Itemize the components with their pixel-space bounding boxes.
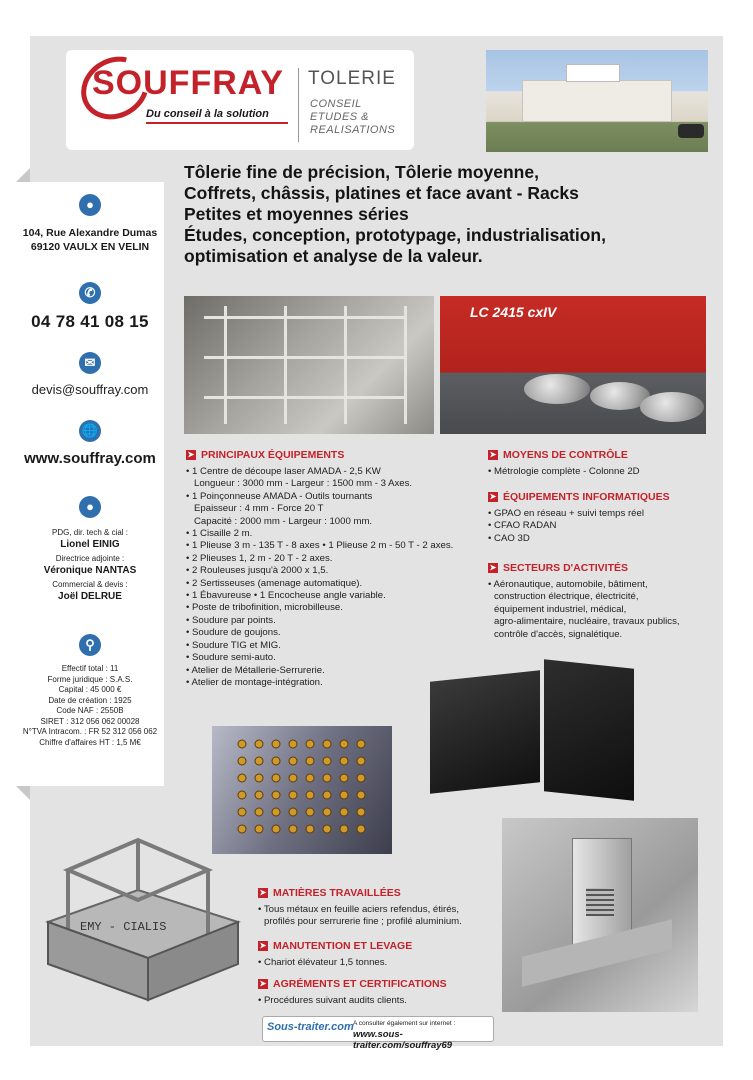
connector-pin: [255, 740, 263, 748]
section-matieres: [258, 887, 462, 929]
fact-line: Effectif total : 11: [61, 664, 119, 673]
list-item: • 2 Plieuses 1, 2 m - 20 T - 2 axes.: [186, 552, 333, 564]
arrow-icon: ➤: [259, 941, 267, 950]
metal-disc: [524, 374, 590, 404]
connector-pin: [323, 740, 331, 748]
logo-tagline: Du conseil à la solution: [146, 108, 269, 120]
section-title-text: MATIÈRES TRAVAILLÉES: [273, 887, 401, 899]
list-item: • 2 Sertisseuses (amenage automatique).: [186, 577, 363, 589]
footer-url[interactable]: www.sous-traiter.com/souffray69: [353, 1029, 453, 1051]
logo-divider: [298, 68, 299, 142]
metal-frame-photo: [38, 830, 248, 1014]
list-item: • GPAO en réseau + suivi temps réel: [488, 508, 644, 519]
list-item: construction électrique, électricité,: [494, 591, 639, 603]
section-title: [258, 978, 447, 990]
section-agrements: [258, 978, 447, 1007]
press-machine-photo: [440, 296, 706, 434]
metal-disc: [640, 392, 704, 422]
frame-engraving: EMY - CIALIS: [80, 920, 167, 934]
headline-line: Petites et moyennes séries: [184, 204, 409, 224]
email-block: [16, 352, 164, 374]
section-title-text: AGRÉMENTS ET CERTIFICATIONS: [273, 978, 447, 990]
connector-pin: [357, 757, 365, 765]
section-title-text: SECTEURS D'ACTIVITÉS: [503, 562, 629, 574]
section-title-text: MANUTENTION ET LEVAGE: [273, 940, 413, 952]
section-title: [488, 562, 680, 574]
connector-pin: [357, 825, 365, 833]
fact-line: Forme juridique : S.A.S.: [47, 674, 133, 684]
list-item: profilés pour serrurerie fine ; profilé aluminium.: [264, 916, 462, 928]
phone-number[interactable]: 04 78 41 08 15: [31, 312, 149, 331]
arrow-icon: ➤: [489, 492, 497, 501]
list-item: • 1 Poinçonneuse AMADA - Outils tournants: [186, 490, 373, 502]
connector-pin: [289, 808, 297, 816]
machine-label: LC 2415 cxIV: [470, 304, 557, 320]
section-informatique: [488, 491, 670, 545]
connector-pin: [289, 825, 297, 833]
fact-line: N°TVA Intracom. : FR 52 312 056 062: [22, 727, 158, 736]
website-link[interactable]: www.souffray.com: [24, 450, 156, 467]
logo-service-line: REALISATIONS: [310, 124, 396, 136]
connector-pin: [272, 757, 280, 765]
arrow-icon: ➤: [489, 450, 497, 459]
connector-pin: [255, 808, 263, 816]
section-secteurs: [488, 562, 680, 641]
connector-pin: [255, 791, 263, 799]
manutention-list: [258, 957, 412, 969]
connector-pin: [340, 791, 348, 799]
connector-pin: [255, 757, 263, 765]
staff-name: Véronique NANTAS: [43, 565, 137, 576]
fact-line: Date de création : 1925: [48, 695, 132, 705]
list-item: • Métrologie complète - Colonne 2D: [488, 466, 640, 477]
headline: [184, 162, 714, 267]
staff-role: Directrice adjointe :: [55, 554, 125, 563]
list-item: • Atelier de montage-intégration.: [186, 676, 323, 688]
connector-pin: [238, 757, 246, 765]
list-item: • 1 Plieuse 3 m - 135 T - 8 axes • 1 Plieuse 2 m - 50 T - 2 axes.: [186, 540, 454, 552]
list-item: équipement industriel, médical,: [494, 603, 627, 615]
building-facade: [522, 80, 672, 122]
secteurs-list: [488, 579, 680, 641]
list-item: • Soudure par points.: [186, 614, 276, 626]
connector-pin: [357, 791, 365, 799]
logo-division: TOLERIE: [308, 68, 396, 89]
search-icon: ⚲: [79, 634, 101, 656]
sidebar-fold-top: [16, 168, 30, 182]
connector-pin: [323, 774, 331, 782]
section-title: [488, 491, 670, 503]
headline-line: Études, conception, prototypage, industrialisation,: [184, 225, 606, 245]
connector-pin: [306, 808, 314, 816]
list-item: • 1 Cisaille 2 m.: [186, 528, 253, 540]
connector-pin: [306, 791, 314, 799]
section-title: [258, 940, 412, 952]
section-title-text: ÉQUIPEMENTS INFORMATIQUES: [503, 491, 670, 503]
footer-note: A consulter également sur internet :: [353, 1020, 456, 1027]
connector-pin: [272, 774, 280, 782]
list-item: • Atelier de Métallerie-Serrurerie.: [186, 664, 325, 676]
arrow-icon: ➤: [489, 563, 497, 572]
building-photo: [486, 50, 708, 152]
section-title: [186, 449, 453, 461]
logo-wordmark: SOUFFRAY: [92, 64, 284, 102]
connector-pin: [340, 740, 348, 748]
building-sign: [566, 64, 620, 82]
connector-pin: [238, 740, 246, 748]
list-item: Epaisseur : 4 mm - Force 20 T: [194, 503, 324, 515]
connector-pin: [272, 825, 280, 833]
list-item: • Poste de tribofinition, microbilleuse.: [186, 602, 343, 614]
address-block: [16, 194, 164, 216]
connector-pin: [289, 774, 297, 782]
headline-line: Coffrets, châssis, platines et face avant - Racks: [184, 183, 579, 203]
staff-list: [16, 528, 164, 603]
connector-pin: [340, 774, 348, 782]
company-facts: [16, 664, 164, 748]
logo-services: [310, 98, 395, 137]
connector-pin: [306, 757, 314, 765]
section-manutention: [258, 940, 412, 969]
workshop-racks-photo: [184, 296, 434, 434]
list-item: agro-alimentaire, nucléaire, travaux publics,: [494, 616, 680, 628]
list-item: • 1 Ébavureuse • 1 Encocheuse angle variable.: [186, 590, 386, 602]
list-item: Capacité : 2000 mm - Largeur : 1000 mm.: [194, 515, 373, 527]
connector-pin: [323, 825, 331, 833]
section-title-text: MOYENS DE CONTRÔLE: [503, 449, 628, 461]
section-title-text: PRINCIPAUX ÉQUIPEMENTS: [201, 449, 345, 461]
equipment-list: [186, 466, 453, 689]
connector-pin: [238, 774, 246, 782]
facts-block: [16, 634, 164, 656]
connector-pin: [289, 791, 297, 799]
fact-line: Code NAF : 2550B: [56, 706, 124, 715]
list-item: • Aéronautique, automobile, bâtiment,: [488, 579, 648, 590]
connector-pin: [340, 825, 348, 833]
list-item: • Soudure semi-auto.: [186, 652, 276, 664]
informatique-list: [488, 508, 670, 545]
steel-box-photo: [502, 818, 698, 1012]
connector-pin: [323, 791, 331, 799]
headline-line: Tôlerie fine de précision, Tôlerie moyenne,: [184, 162, 539, 182]
connector-pin: [289, 740, 297, 748]
phone-block: [16, 282, 164, 304]
open-enclosure-photo: [544, 659, 634, 800]
arrow-icon: ➤: [259, 979, 267, 988]
globe-icon: 🌐: [79, 420, 101, 442]
list-item: • CFAO RADAN: [488, 520, 557, 532]
controle-list: [488, 466, 640, 478]
list-item: • CAO 3D: [488, 532, 530, 544]
fact-line: SIRET : 312 056 062 00028: [40, 716, 140, 726]
connector-pin: [340, 757, 348, 765]
connector-pin: [357, 740, 365, 748]
email-link[interactable]: devis@souffray.com: [31, 382, 149, 397]
section-title: [488, 449, 640, 461]
section-equipements: [186, 449, 453, 689]
sous-traiter-banner[interactable]: [262, 1016, 494, 1051]
connector-pin: [272, 808, 280, 816]
fact-line: Chiffre d'affaires HT : 1,5 M€: [39, 737, 141, 747]
staff-role: PDG, dir. tech & cial :: [51, 528, 129, 537]
arrow-icon: ➤: [259, 888, 267, 897]
team-icon: ●: [79, 496, 101, 518]
connector-pin: [323, 808, 331, 816]
logo-underline: [146, 122, 288, 124]
connector-pin: [306, 740, 314, 748]
list-item: • Chariot élévateur 1,5 tonnes.: [258, 957, 388, 968]
matieres-list: [258, 904, 462, 929]
logo-service-line: CONSEIL: [310, 98, 362, 110]
list-item: • Procédures suivant audits clients.: [258, 995, 407, 1006]
list-item: • Tous métaux en feuille aciers refendus, étirés,: [258, 904, 460, 915]
list-item: • Soudure de goujons.: [186, 627, 281, 639]
connector-pin: [238, 791, 246, 799]
logo-service-line: ETUDES &: [310, 111, 370, 123]
connector-pin: [238, 808, 246, 816]
list-item: contrôle d'accès, signalétique.: [494, 628, 623, 640]
section-title: [258, 887, 462, 899]
section-controle: [488, 449, 640, 478]
list-item: • 1 Centre de découpe laser AMADA - 2,5 KW: [186, 466, 381, 477]
connector-pin: [340, 808, 348, 816]
vent-grille: [586, 888, 614, 916]
headline-line: optimisation et analyse de la valeur.: [184, 246, 483, 266]
connector-pin: [272, 791, 280, 799]
connector-pin: [306, 774, 314, 782]
connector-pin: [323, 757, 331, 765]
connector-pin: [255, 825, 263, 833]
website-block: [16, 420, 164, 442]
address: [16, 226, 164, 254]
list-item: • Soudure TIG et MIG.: [186, 639, 281, 651]
sidebar-fold-bottom: [16, 786, 30, 800]
list-item: • 2 Rouleuses jusqu'à 2000 x 1,5.: [186, 565, 329, 577]
phone-icon: ✆: [79, 282, 101, 304]
staff-name: Joël DELRUE: [58, 591, 122, 602]
arrow-icon: ➤: [187, 450, 195, 459]
sous-traiter-logo: Sous-traiter.com: [267, 1021, 354, 1033]
address-city: 69120 VAULX EN VELIN: [30, 241, 150, 253]
connector-pin: [289, 757, 297, 765]
connector-pin: [357, 808, 365, 816]
black-enclosure-photo: [430, 670, 540, 794]
company-logo: [66, 50, 414, 150]
list-item: Longueur : 3000 mm - Largeur : 1500 mm - 3 Axes.: [194, 478, 413, 490]
connector-pin: [255, 774, 263, 782]
staff-role: Commercial & devis :: [52, 580, 128, 589]
address-street: 104, Rue Alexandre Dumas: [22, 227, 158, 239]
connector-pin: [357, 774, 365, 782]
agrements-list: [258, 995, 447, 1007]
fact-line: Capital : 45 000 €: [58, 685, 122, 694]
parked-car: [678, 124, 704, 138]
connector-pin: [272, 740, 280, 748]
connector-pin: [306, 825, 314, 833]
staff-name: Lionel EINIG: [60, 539, 120, 550]
team-block: [16, 496, 164, 518]
map-pin-icon: ●: [79, 194, 101, 216]
mail-icon: ✉: [79, 352, 101, 374]
